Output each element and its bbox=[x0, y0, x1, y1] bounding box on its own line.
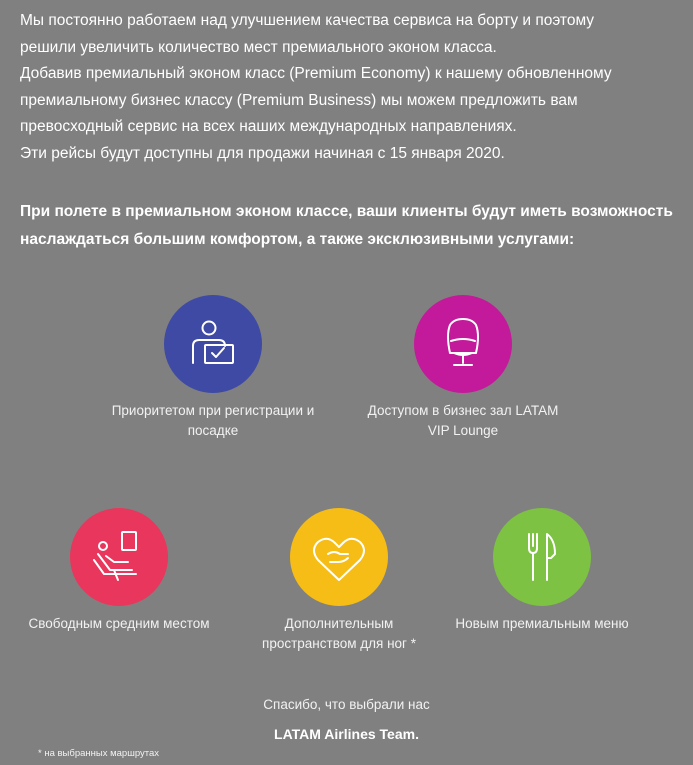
thanks-text: Спасибо, что выбрали нас bbox=[263, 697, 430, 712]
intro-line: Добавив премиальный эконом класс (Premium Economy) к нашему обновленному bbox=[20, 65, 612, 82]
legroom-heart-icon bbox=[290, 508, 388, 606]
feature-caption: Доступом в бизнес зал LATAM VIP Lounge bbox=[367, 403, 559, 438]
feature-caption: Дополнительным пространством для ног * bbox=[262, 616, 416, 651]
feature-caption: Приоритетом при регистрации и посадке bbox=[111, 403, 315, 438]
priority-checkin-icon bbox=[164, 295, 262, 393]
benefits-heading-line: При полете в премиальном эконом классе, ваши клиенты будут иметь возможность bbox=[20, 203, 673, 220]
team-signature: LATAM Airlines Team. bbox=[274, 726, 419, 742]
feature-premium-menu bbox=[427, 508, 657, 634]
benefits-heading-line: наслаждаться большим комфортом, а также эксклюзивными услугами: bbox=[20, 231, 575, 248]
intro-line: решили увеличить количество мест премиального эконом класса. bbox=[20, 38, 497, 56]
intro-line: превосходный сервис на всех наших международных направлениях. bbox=[20, 118, 517, 135]
feature-priority-checkin bbox=[98, 295, 328, 441]
feature-caption: Свободным средним местом bbox=[28, 616, 210, 631]
intro-line: Мы постоянно работаем над улучшением качества сервиса на борту и поэтому bbox=[20, 12, 595, 29]
intro-line: Эти рейсы будут доступны для продажи начиная с 15 января 2020. bbox=[20, 144, 505, 162]
reclining-seat-icon bbox=[70, 508, 168, 606]
lounge-chair-icon bbox=[414, 295, 512, 393]
intro-line: премиальному бизнес классу (Premium Business) мы можем предложить вам bbox=[20, 91, 578, 109]
intro-text bbox=[20, 8, 680, 167]
benefits-heading bbox=[20, 198, 680, 254]
feature-free-middle-seat bbox=[4, 508, 234, 634]
footnote: * на выбранных маршрутах bbox=[38, 748, 160, 759]
feature-vip-lounge bbox=[348, 295, 578, 441]
feature-extra-legroom bbox=[224, 508, 454, 654]
feature-caption: Новым премиальным меню bbox=[455, 616, 629, 631]
cutlery-icon bbox=[493, 508, 591, 606]
